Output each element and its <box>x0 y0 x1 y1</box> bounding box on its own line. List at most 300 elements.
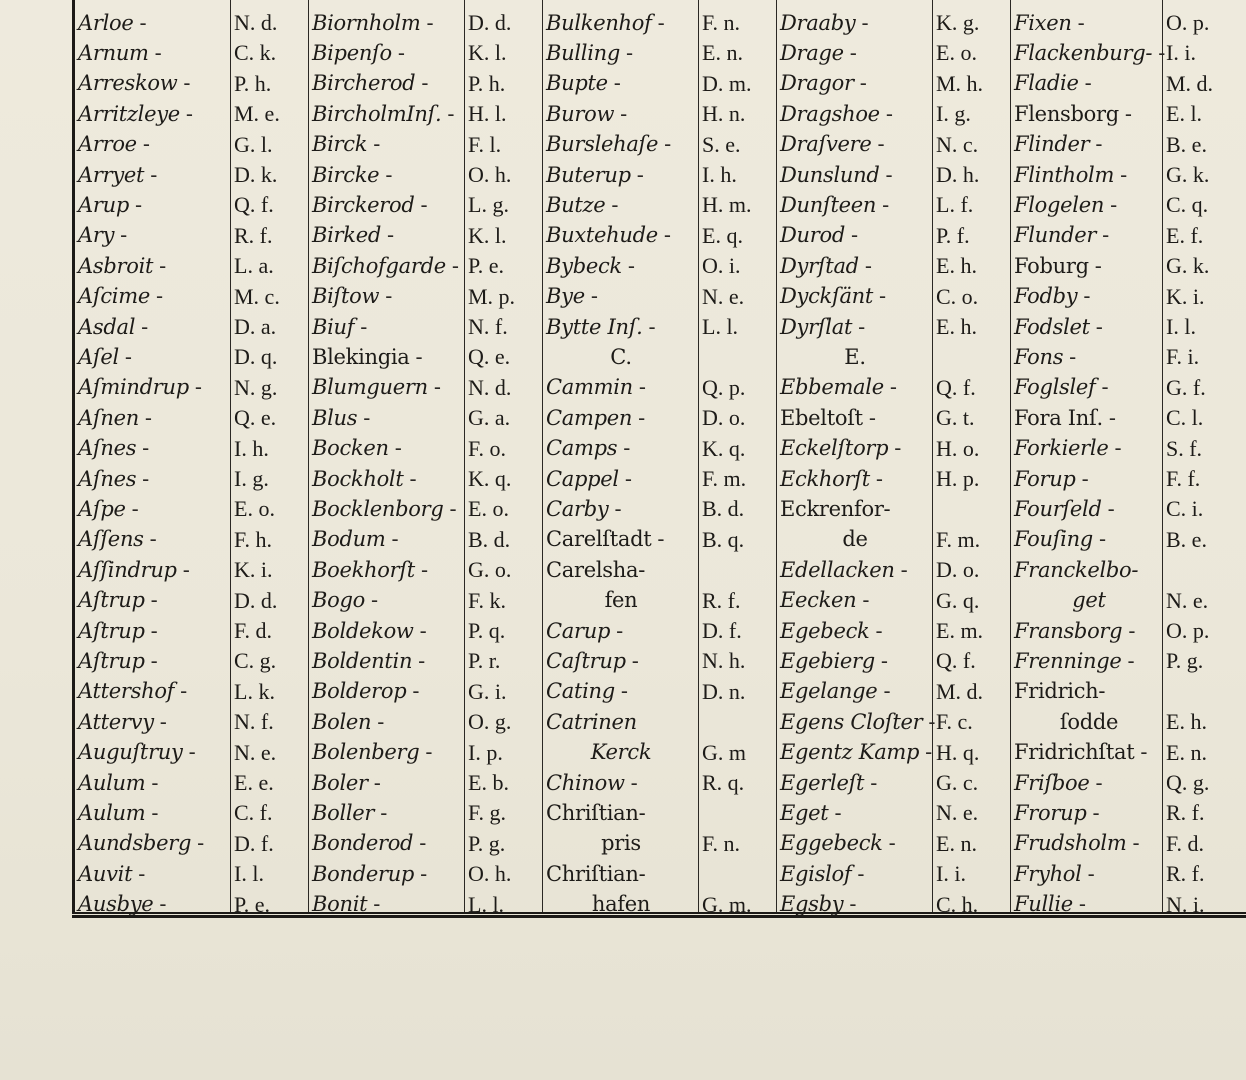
index-entry <box>780 586 930 616</box>
index-entry <box>312 251 462 281</box>
place-name: Carelſtadt <box>546 527 652 552</box>
grid-reference: G. o. <box>468 557 512 583</box>
index-entry <box>1014 494 1164 524</box>
leader-dash: - <box>149 527 157 552</box>
index-entry <box>78 646 228 676</box>
column-rule <box>308 0 309 912</box>
leader-dash: - <box>880 648 888 673</box>
index-entry <box>780 707 936 737</box>
place-name: Bolen <box>312 709 372 734</box>
leader-dash: - <box>154 40 162 65</box>
grid-reference: G. m <box>702 739 746 765</box>
index-entry <box>312 829 462 859</box>
grid-reference: N. e. <box>1166 587 1209 613</box>
index-entry <box>78 494 228 524</box>
leader-dash: - <box>664 132 672 157</box>
place-name: Chinow <box>546 770 625 795</box>
place-name: Franckelbo- <box>1014 557 1139 582</box>
leader-dash: - <box>150 648 158 673</box>
leader-dash: - <box>864 253 872 278</box>
place-name: Boekhorſt <box>312 557 415 582</box>
grid-reference: S. f. <box>1166 435 1203 461</box>
index-entry <box>312 555 462 585</box>
leader-dash: - <box>663 223 671 248</box>
grid-reference: F. f. <box>1166 466 1201 491</box>
grid-reference: B. e. <box>1166 526 1207 552</box>
place-name: Egebeck <box>780 618 870 643</box>
place-name: Flinder <box>1014 132 1090 157</box>
grid-reference: N. f. <box>468 314 508 339</box>
index-entry <box>546 646 696 676</box>
place-name: Drage <box>780 40 844 65</box>
index-entry <box>546 738 696 768</box>
grid-reference: N. d. <box>234 10 278 35</box>
column-rule <box>230 0 231 912</box>
grid-reference: F. n. <box>702 830 740 856</box>
leader-dash: - <box>142 132 150 157</box>
place-name: Buxtehude <box>546 223 658 248</box>
index-entry <box>78 768 228 798</box>
leader-dash: - <box>648 314 656 339</box>
column-rule <box>932 0 933 912</box>
grid-reference: Q. g. <box>1166 770 1210 795</box>
place-name: Aulum <box>78 770 146 795</box>
index-entry <box>780 312 930 342</box>
place-name: Boldentin <box>312 648 413 673</box>
place-name: Arnum <box>78 40 149 65</box>
place-name: Frenninge <box>1014 648 1122 673</box>
leader-dash: - <box>159 892 167 917</box>
grid-reference: N. e. <box>702 283 745 309</box>
leader-dash: - <box>1158 40 1166 65</box>
index-entry <box>78 403 228 433</box>
index-entry <box>312 69 462 99</box>
leader-dash: - <box>420 192 428 217</box>
place-name: Eecken <box>780 588 857 613</box>
grid-reference: F. c. <box>936 709 973 735</box>
grid-reference: K. i. <box>234 557 273 583</box>
leader-dash: - <box>888 831 896 856</box>
grid-reference: L. g. <box>468 192 509 218</box>
index-entry <box>780 403 930 433</box>
index-entry <box>780 69 930 99</box>
index-entry <box>546 434 696 464</box>
leader-dash: - <box>420 861 428 886</box>
grid-reference: B. d. <box>702 496 745 522</box>
grid-reference: G. t. <box>936 405 975 431</box>
index-entry <box>312 190 462 220</box>
leader-dash: - <box>620 679 629 704</box>
grid-reference: P. g. <box>1166 648 1204 674</box>
place-name: Asbroit <box>78 253 154 278</box>
index-entry <box>1014 555 1164 585</box>
grid-reference: O. h. <box>468 861 512 887</box>
grid-reference: K. q. <box>702 435 746 461</box>
grid-reference: L. l. <box>702 314 739 339</box>
grid-reference: I. g. <box>234 466 269 491</box>
leader-dash: - <box>385 162 393 187</box>
place-name: Egsby <box>780 892 844 917</box>
leader-dash: - <box>120 223 128 248</box>
leader-dash: - <box>150 588 158 613</box>
grid-reference: P. q. <box>468 618 506 643</box>
place-name: Blumguern <box>312 375 428 400</box>
leader-dash: - <box>858 314 866 339</box>
leader-dash: - <box>373 892 381 917</box>
grid-reference: O. h. <box>468 162 512 187</box>
leader-dash: - <box>851 223 859 248</box>
place-name: Fodby <box>1014 284 1078 309</box>
leader-dash: - <box>1095 314 1103 339</box>
index-entry <box>312 646 462 676</box>
index-entry <box>78 99 228 129</box>
place-name: Bockholt <box>312 466 404 491</box>
index-entry <box>1014 160 1164 190</box>
place-name: Eget <box>780 800 829 825</box>
grid-reference: B. e. <box>1166 131 1207 157</box>
place-name: Buterup <box>546 162 631 187</box>
leader-dash: - <box>1128 618 1136 643</box>
leader-dash: - <box>928 709 936 734</box>
index-entry <box>1014 525 1164 555</box>
grid-reference: O. i. <box>702 253 741 279</box>
grid-reference: P. e. <box>234 891 271 917</box>
grid-reference: C. i. <box>1166 496 1204 522</box>
grid-reference: G. f. <box>1166 374 1206 400</box>
grid-reference: H. l. <box>468 101 507 127</box>
place-name: Egentz Kamp <box>780 740 920 765</box>
place-name: Fourſeld <box>1014 496 1102 521</box>
place-name: Bocken <box>312 436 389 461</box>
place-name: Birckerod <box>312 192 415 217</box>
leader-dash: - <box>875 618 883 643</box>
leader-dash: - <box>419 831 427 856</box>
place-name: hafen <box>591 892 651 917</box>
grid-reference: R. f. <box>702 587 741 613</box>
grid-reference: E. e. <box>234 770 274 795</box>
place-name: Cammin <box>546 375 633 400</box>
place-name: Arritzleye <box>78 101 180 126</box>
index-entry <box>546 190 696 220</box>
grid-reference: H. o. <box>936 435 980 461</box>
index-entry <box>78 160 228 190</box>
place-name: E. <box>844 344 866 369</box>
place-name: Attershof <box>78 679 175 704</box>
index-entry <box>78 829 228 859</box>
place-name: Egislof <box>780 861 852 886</box>
place-name: Bupte <box>546 71 608 96</box>
leader-dash: - <box>882 192 890 217</box>
place-name: Bye <box>546 284 585 309</box>
grid-reference: M. d. <box>1166 70 1214 96</box>
index-entry <box>780 738 933 768</box>
leader-dash: - <box>183 71 191 96</box>
grid-reference: L. l. <box>468 891 505 917</box>
leader-dash: - <box>386 223 395 248</box>
leader-dash: - <box>451 253 460 278</box>
index-entry <box>312 798 462 828</box>
place-name: Bipenſo <box>312 40 392 65</box>
index-entry <box>546 525 696 555</box>
leader-dash: - <box>141 314 149 339</box>
grid-reference: D. n. <box>702 678 746 704</box>
grid-reference: Q. p. <box>702 374 746 400</box>
index-entry <box>546 373 696 403</box>
leader-dash: - <box>415 344 423 369</box>
place-name: Biornholm <box>312 10 421 35</box>
grid-reference: P. g. <box>468 830 506 856</box>
index-entry <box>78 282 228 312</box>
index-entry <box>312 738 462 768</box>
grid-reference: L. a. <box>234 253 274 279</box>
place-name: Bonderod <box>312 831 414 856</box>
leader-dash: - <box>394 436 402 461</box>
index-entry <box>546 616 696 646</box>
index-entry <box>1014 8 1164 38</box>
place-name: Aſtrup <box>78 588 145 613</box>
place-name: Flogelen <box>1014 192 1105 217</box>
leader-dash: - <box>885 101 893 126</box>
leader-dash: - <box>426 10 434 35</box>
grid-reference: I. h. <box>702 162 737 187</box>
grid-reference: O. p. <box>1166 618 1210 643</box>
leader-dash: - <box>409 466 417 491</box>
leader-dash: - <box>1110 192 1118 217</box>
place-name: Friſboe <box>1014 770 1090 795</box>
leader-dash: - <box>373 132 381 157</box>
leader-dash: - <box>380 800 388 825</box>
place-name: de <box>842 527 868 552</box>
leader-dash: - <box>623 436 631 461</box>
place-name: Aundsberg <box>78 831 192 856</box>
grid-reference: N. h. <box>702 648 746 674</box>
place-name: Biuf <box>312 314 355 339</box>
grid-reference: F. l. <box>468 131 502 157</box>
place-name: Cappel <box>546 466 619 491</box>
leader-dash: - <box>1120 162 1128 187</box>
place-name: Chriſtian- <box>546 861 646 886</box>
index-entry <box>546 69 696 99</box>
grid-reference: R. f. <box>234 222 273 248</box>
place-name: Frudsholm <box>1014 831 1127 856</box>
grid-reference: B. d. <box>468 526 511 552</box>
leader-dash: - <box>139 10 147 35</box>
place-index-table <box>72 0 1246 930</box>
index-entry <box>312 160 462 190</box>
place-name: Dyrſlat <box>780 314 853 339</box>
grid-reference: K. l. <box>468 222 507 248</box>
place-name: Dragor <box>780 71 854 96</box>
place-name: Fladie <box>1014 71 1079 96</box>
grid-reference: C. f. <box>234 800 273 826</box>
place-name: Arloe <box>78 10 134 35</box>
index-entry <box>1014 282 1164 312</box>
grid-reference: F. d. <box>1166 830 1204 856</box>
leader-dash: - <box>433 375 441 400</box>
index-entry <box>312 373 462 403</box>
grid-reference: F. g. <box>468 800 506 826</box>
index-entry <box>1014 342 1164 372</box>
leader-dash: - <box>849 40 857 65</box>
index-entry <box>780 434 930 464</box>
index-entry <box>1014 434 1164 464</box>
index-entry <box>1014 373 1164 403</box>
place-name: Aſcime <box>78 284 150 309</box>
place-name: Dunſteen <box>780 192 877 217</box>
place-name: Camps <box>546 436 618 461</box>
index-entry <box>780 342 930 372</box>
place-name: Boller <box>312 800 375 825</box>
index-entry <box>780 373 930 403</box>
place-name: Edellacken <box>780 557 895 582</box>
place-name: Draſvere <box>780 132 872 157</box>
grid-reference: D. q. <box>234 344 278 370</box>
grid-reference: M. c. <box>234 283 280 309</box>
index-entry <box>780 38 930 68</box>
grid-reference: G. q. <box>936 587 980 613</box>
place-name: Auguſtruy <box>78 740 183 765</box>
place-name: Bytte Inſ. <box>546 314 643 339</box>
place-name: Carby <box>546 496 609 521</box>
grid-reference: D. f. <box>702 618 742 643</box>
index-entry <box>546 251 696 281</box>
leader-dash: - <box>124 344 132 369</box>
place-name: Fryhol <box>1014 861 1082 886</box>
index-entry <box>780 464 930 494</box>
leader-dash: - <box>138 861 146 886</box>
column-rule <box>776 0 777 912</box>
grid-reference: I. i. <box>936 861 966 887</box>
leader-dash: - <box>1101 375 1109 400</box>
leader-dash: - <box>862 588 870 613</box>
grid-reference: M. e. <box>234 101 280 127</box>
place-name: Egelange <box>780 679 878 704</box>
index-entry <box>78 221 228 251</box>
place-name: Fouſing <box>1014 527 1093 552</box>
place-name: Blekingia <box>312 344 410 369</box>
leader-dash: - <box>134 192 143 217</box>
index-entry <box>546 798 696 828</box>
place-name: Arreskow <box>78 71 178 96</box>
grid-reference: F. k. <box>468 587 506 613</box>
leader-dash: - <box>385 284 393 309</box>
grid-reference: F. n. <box>702 10 740 35</box>
grid-reference: C. k. <box>234 40 277 66</box>
index-entry <box>1014 646 1164 676</box>
index-entry <box>546 586 696 616</box>
leader-dash: - <box>857 861 865 886</box>
leader-dash: - <box>185 101 194 126</box>
index-entry <box>1014 69 1164 99</box>
place-name: Kerck <box>590 740 652 765</box>
place-name: Bolenberg <box>312 740 420 765</box>
grid-reference: D. h. <box>936 162 980 187</box>
leader-dash: - <box>861 10 869 35</box>
leader-dash: - <box>613 71 621 96</box>
leader-dash: - <box>1132 831 1140 856</box>
grid-reference: N. i. <box>1166 891 1205 917</box>
index-entry <box>546 38 696 68</box>
index-entry <box>1014 130 1164 160</box>
index-entry <box>312 342 462 372</box>
grid-reference: D. o. <box>936 557 980 583</box>
leader-dash: - <box>1108 405 1116 430</box>
place-name: Egerleſt <box>780 770 865 795</box>
index-entry <box>1014 768 1164 798</box>
place-name: Forkierle <box>1014 436 1109 461</box>
place-name: Caſtrup <box>546 648 626 673</box>
leader-dash: - <box>631 648 639 673</box>
place-name: Fora Inſ. <box>1014 405 1103 430</box>
grid-reference: I. h. <box>234 435 269 461</box>
place-name: Dragshoe <box>780 101 880 126</box>
index-entry <box>780 99 930 129</box>
leader-dash: - <box>834 800 842 825</box>
place-name: Bodum <box>312 527 386 552</box>
place-name: Egens Cloſter <box>780 709 923 734</box>
index-entry <box>1014 859 1164 889</box>
grid-reference: M. h. <box>936 70 984 96</box>
index-entry <box>780 677 930 707</box>
leader-dash: - <box>1114 436 1122 461</box>
place-name: Durod <box>780 223 845 248</box>
leader-dash: - <box>1087 861 1095 886</box>
place-name: Aſnes <box>78 436 137 461</box>
grid-reference: D. d. <box>468 10 512 35</box>
leader-dash: - <box>370 588 379 613</box>
place-name: Bocklenborg <box>312 496 444 521</box>
index-entry <box>78 69 228 99</box>
grid-reference: D. f. <box>234 830 274 856</box>
place-name: Aulum <box>78 800 146 825</box>
grid-reference: C. h. <box>936 891 979 917</box>
index-entry <box>546 403 696 433</box>
leader-dash: - <box>870 770 878 795</box>
leader-dash: - <box>420 557 429 582</box>
grid-reference: I. i. <box>1166 40 1196 66</box>
grid-reference: D. a. <box>234 314 277 339</box>
index-entry <box>78 130 228 160</box>
grid-reference: E. q. <box>702 222 743 248</box>
leader-dash: - <box>875 466 883 491</box>
index-entry <box>1014 707 1164 737</box>
place-name: Burslehaſe <box>546 132 659 157</box>
index-entry <box>1014 38 1164 68</box>
grid-reference: I. g. <box>936 101 971 127</box>
leader-dash: - <box>418 648 426 673</box>
grid-reference: N. d. <box>468 374 512 400</box>
index-entry <box>1014 616 1164 646</box>
grid-reference: F. o. <box>468 435 506 461</box>
place-name: Fridrichſtat <box>1014 740 1135 765</box>
index-entry <box>780 890 930 920</box>
index-entry <box>780 282 930 312</box>
index-entry <box>780 859 930 889</box>
index-entry <box>1014 99 1164 129</box>
grid-reference: O. g. <box>468 709 512 735</box>
leader-dash: - <box>625 40 634 65</box>
index-entry <box>78 525 228 555</box>
place-name: Asdal <box>78 314 136 339</box>
grid-reference: Q. e. <box>468 344 511 370</box>
index-entry <box>1014 890 1164 920</box>
place-name: Bulling <box>546 40 620 65</box>
place-name: Carelsha- <box>546 557 645 582</box>
leader-dash: - <box>131 496 139 521</box>
grid-reference: E. h. <box>1166 709 1207 735</box>
column-rule <box>698 0 699 912</box>
index-entry <box>312 494 462 524</box>
